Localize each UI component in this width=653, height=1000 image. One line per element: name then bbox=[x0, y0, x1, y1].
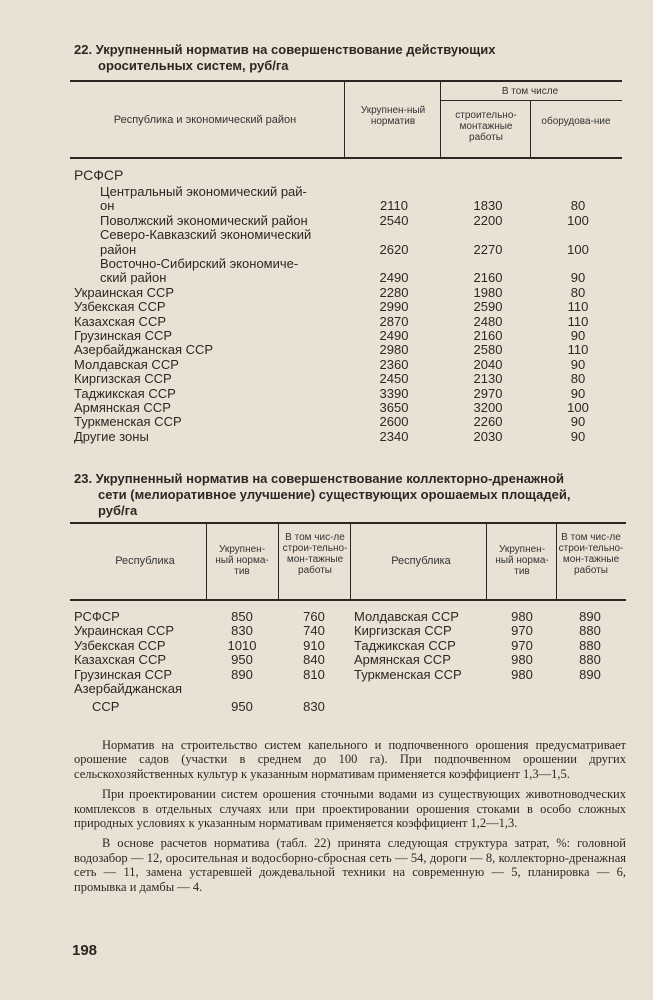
paragraph-2: При проектировании систем орошения сточными водами из существующих животноводческих комплексов в отдельных случаях или при проектировании орошения стоками в особо сложных природных условиях к указанным нормативам применяется коэффициент 1,2—1,3. bbox=[74, 787, 626, 831]
table22-top-rule bbox=[70, 80, 622, 82]
table22-row bbox=[74, 342, 614, 357]
construct-value: 2030 bbox=[473, 428, 503, 444]
table23-row-left bbox=[74, 667, 354, 682]
incl-value: 830 bbox=[303, 699, 325, 715]
republic-name: ССР bbox=[92, 699, 120, 715]
norm-value: 1010 bbox=[227, 637, 257, 653]
republic-name: Грузинская ССР bbox=[74, 666, 173, 682]
incl-value: 880 bbox=[579, 637, 601, 653]
incl-value: 740 bbox=[303, 623, 325, 639]
region-name: Казахская ССР bbox=[74, 313, 167, 329]
region-name: Армянская ССР bbox=[74, 400, 171, 415]
table22-vline-1 bbox=[344, 81, 345, 157]
republic-name: Таджикская ССР bbox=[354, 637, 456, 653]
norm-value: 970 bbox=[511, 637, 533, 653]
table23-col-republic-left: Республика bbox=[115, 555, 175, 567]
norm-value: 2990 bbox=[379, 299, 409, 315]
norm-value: 2360 bbox=[379, 356, 409, 372]
equip-value: 90 bbox=[570, 414, 586, 430]
table23-vline-2 bbox=[278, 523, 279, 599]
equip-value: 90 bbox=[570, 270, 586, 286]
equip-value: 110 bbox=[567, 313, 589, 329]
incl-value: 760 bbox=[303, 609, 325, 624]
norm-value: 3390 bbox=[379, 385, 409, 401]
republic-name: Узбекская ССР bbox=[74, 637, 166, 653]
republic-name: Казахская ССР bbox=[74, 652, 167, 668]
region-name: Киргизская ССР bbox=[74, 371, 172, 387]
norm-value: 2450 bbox=[379, 371, 409, 387]
table22-header-bottom-rule bbox=[70, 157, 622, 159]
table22-row bbox=[74, 328, 614, 343]
table23-row-right bbox=[354, 609, 634, 624]
table22-rsfsr-heading bbox=[74, 168, 624, 183]
region-name: Поволжский экономический район bbox=[100, 212, 308, 228]
construct-value: 2130 bbox=[473, 371, 503, 387]
construct-value: 2040 bbox=[473, 356, 503, 372]
region-name: Центральный экономический рай- bbox=[100, 184, 307, 199]
norm-value: 850 bbox=[231, 609, 253, 624]
norm-value: 980 bbox=[511, 652, 533, 668]
incl-value: 880 bbox=[579, 623, 601, 639]
table23-row-left bbox=[74, 681, 354, 696]
incl-value: 840 bbox=[303, 652, 325, 668]
norm-value: 2490 bbox=[379, 270, 409, 286]
table23-col-incl-right: В том чис-ле строи-тельно-мон-тажные работы bbox=[558, 532, 624, 576]
paragraph-1: Норматив на строительство систем капельного и подпочвенного орошения предусматривает орошение садов (участки в среднем до 100 га). При подпочвенном орошении других сельскохозяйственных культур к указанным нормативам применяется коэффициент 1,3—1,5. bbox=[74, 738, 626, 781]
region-name: Таджикская ССР bbox=[74, 385, 176, 401]
table23-top-rule bbox=[70, 522, 626, 524]
construct-value: 1980 bbox=[473, 284, 503, 300]
norm-value: 980 bbox=[511, 609, 533, 624]
region-name: ский район bbox=[100, 270, 167, 286]
table22-col-construct: строительно-монтажные работы bbox=[455, 110, 517, 143]
construct-value: 2590 bbox=[473, 299, 503, 315]
norm-value: 970 bbox=[511, 623, 533, 639]
table22-row bbox=[74, 299, 614, 314]
table23-row-right bbox=[354, 623, 634, 638]
table23-title-line2: сети (мелиоративное улучшение) существующих орошаемых площадей, bbox=[98, 487, 571, 502]
incl-value: 880 bbox=[579, 652, 601, 668]
construct-value: 2270 bbox=[473, 241, 503, 257]
region-name: район bbox=[100, 241, 137, 257]
republic-name: Киргизская ССР bbox=[354, 623, 452, 639]
table22-row bbox=[100, 213, 640, 228]
equip-value: 100 bbox=[567, 241, 589, 257]
equip-value: 90 bbox=[570, 428, 586, 444]
norm-value: 2870 bbox=[379, 313, 409, 329]
incl-value: 910 bbox=[303, 637, 325, 653]
norm-value: 950 bbox=[231, 699, 253, 715]
table22-row bbox=[100, 184, 640, 199]
table22-col-region: Республика и экономический район bbox=[113, 114, 297, 126]
table23-title-line1: 23. Укрупненный норматив на совершенствование коллекторно-дренажной bbox=[74, 471, 564, 486]
table23-row-left bbox=[74, 652, 354, 667]
table23-col-republic-right: Республика bbox=[391, 555, 451, 567]
region-name: Азербайджанская ССР bbox=[74, 342, 214, 358]
table23-title-line3: руб/га bbox=[98, 503, 138, 518]
norm-value: 980 bbox=[511, 666, 533, 682]
incl-value: 890 bbox=[579, 609, 601, 624]
norm-value: 890 bbox=[231, 666, 253, 682]
equip-value: 90 bbox=[570, 385, 586, 401]
construct-value: 3200 bbox=[473, 400, 503, 415]
table23-header-bottom-rule bbox=[70, 599, 626, 601]
region-name: Восточно-Сибирский экономиче- bbox=[100, 256, 299, 271]
table23-col-norm-left: Укрупнен-ный норма-тив bbox=[215, 544, 269, 577]
republic-name: Азербайджанская bbox=[74, 681, 183, 696]
table23-row-right bbox=[354, 652, 634, 667]
table22-row bbox=[100, 242, 640, 257]
norm-value: 2490 bbox=[379, 328, 409, 343]
construct-value: 2260 bbox=[473, 414, 503, 430]
construct-value: 2580 bbox=[473, 342, 503, 358]
republic-name: Украинская ССР bbox=[74, 623, 175, 639]
table23-vline-1 bbox=[206, 523, 207, 599]
equip-value: 90 bbox=[570, 328, 586, 343]
equip-value: 80 bbox=[570, 198, 586, 214]
region-name: Северо-Кавказский экономический bbox=[100, 227, 312, 243]
table23-row-left bbox=[74, 609, 354, 624]
table23-row-left bbox=[74, 638, 354, 653]
table23-row-left bbox=[74, 623, 354, 638]
equip-value: 100 bbox=[567, 400, 589, 415]
construct-value: 1830 bbox=[473, 198, 503, 214]
table22-row bbox=[100, 270, 640, 285]
equip-value: 110 bbox=[567, 342, 589, 358]
norm-value: 3650 bbox=[379, 400, 409, 415]
table22-row bbox=[74, 285, 614, 300]
norm-value: 2340 bbox=[379, 428, 409, 444]
region-name: он bbox=[100, 198, 115, 214]
table23-row-right bbox=[354, 667, 634, 682]
region-name: Украинская ССР bbox=[74, 284, 175, 300]
equip-value: 110 bbox=[567, 299, 589, 315]
norm-value: 2620 bbox=[379, 241, 409, 257]
norm-value: 950 bbox=[231, 652, 253, 668]
construct-value: 2970 bbox=[473, 385, 503, 401]
table22-title-line1: 22. Укрупненный норматив на совершенствование действующих bbox=[74, 42, 496, 57]
region-name: Узбекская ССР bbox=[74, 299, 166, 315]
table22-row bbox=[74, 414, 614, 429]
table22-row bbox=[74, 386, 614, 401]
republic-name: Армянская ССР bbox=[354, 652, 451, 668]
region-name: Туркменская ССР bbox=[74, 414, 182, 430]
table22-row bbox=[100, 256, 640, 271]
construct-value: 2160 bbox=[473, 328, 503, 343]
region-name: Молдавская ССР bbox=[74, 356, 179, 372]
norm-value: 2540 bbox=[379, 212, 409, 228]
table22-row bbox=[74, 400, 614, 415]
incl-value: 810 bbox=[303, 666, 325, 682]
norm-value: 2280 bbox=[379, 284, 409, 300]
table23-col-norm-right: Укрупнен-ный норма-тив bbox=[495, 544, 549, 577]
republic-name: Туркменская ССР bbox=[354, 666, 462, 682]
table22-col-norm: Укрупнен-ный норматив bbox=[360, 105, 426, 127]
equip-value: 100 bbox=[567, 212, 589, 228]
republic-name: РСФСР bbox=[74, 609, 120, 624]
equip-value: 90 bbox=[570, 356, 586, 372]
table22-row bbox=[100, 198, 640, 213]
norm-value: 830 bbox=[231, 623, 253, 639]
norm-value: 2110 bbox=[380, 198, 408, 214]
construct-value: 2480 bbox=[473, 313, 503, 329]
table22-vline-3 bbox=[530, 100, 531, 157]
equip-value: 80 bbox=[570, 284, 586, 300]
norm-value: 2600 bbox=[379, 414, 409, 430]
construct-value: 2200 bbox=[473, 212, 503, 228]
republic-name: Молдавская ССР bbox=[354, 609, 459, 624]
table22-col-incl: В том числе bbox=[501, 86, 559, 97]
table23-col-incl-left: В том чис-ле строи-тельно-мон-тажные работы bbox=[282, 532, 348, 576]
table22-vline-2 bbox=[440, 81, 441, 157]
table23-vline-3 bbox=[350, 523, 351, 599]
table22-row bbox=[74, 314, 614, 329]
table23-vline-5 bbox=[556, 523, 557, 599]
table22-sub-rule bbox=[440, 100, 622, 101]
incl-value: 890 bbox=[579, 666, 601, 682]
table22-row bbox=[74, 429, 614, 444]
table22-title-line2: оросительных систем, руб/га bbox=[98, 58, 289, 73]
table22-col-equip: оборудова-ние bbox=[541, 116, 611, 127]
region-name: Грузинская ССР bbox=[74, 328, 173, 343]
body-text bbox=[74, 738, 626, 894]
page-number: 198 bbox=[72, 942, 98, 959]
table23-row-right bbox=[354, 638, 634, 653]
norm-value: 2980 bbox=[379, 342, 409, 358]
table22-row bbox=[74, 357, 614, 372]
table22-row bbox=[74, 371, 614, 386]
table22-row bbox=[100, 227, 640, 242]
region-name: Другие зоны bbox=[74, 428, 149, 444]
table23-vline-4 bbox=[486, 523, 487, 599]
table23-row-left bbox=[92, 699, 372, 714]
equip-value: 80 bbox=[570, 371, 586, 387]
paragraph-3: В основе расчетов норматива (табл. 22) принята следующая структура затрат, %: головной водозабор — 12, оросительная и водосборно-сбросная сеть — 54, дороги — 8, коллекторно-дренажная сеть — 11, замена устаревшей дождевальной техники на современную — 5, планировка — 6, промывка и дамбы — 4. bbox=[74, 836, 626, 894]
rsfsr-label: РСФСР bbox=[74, 167, 124, 183]
construct-value: 2160 bbox=[473, 270, 503, 286]
